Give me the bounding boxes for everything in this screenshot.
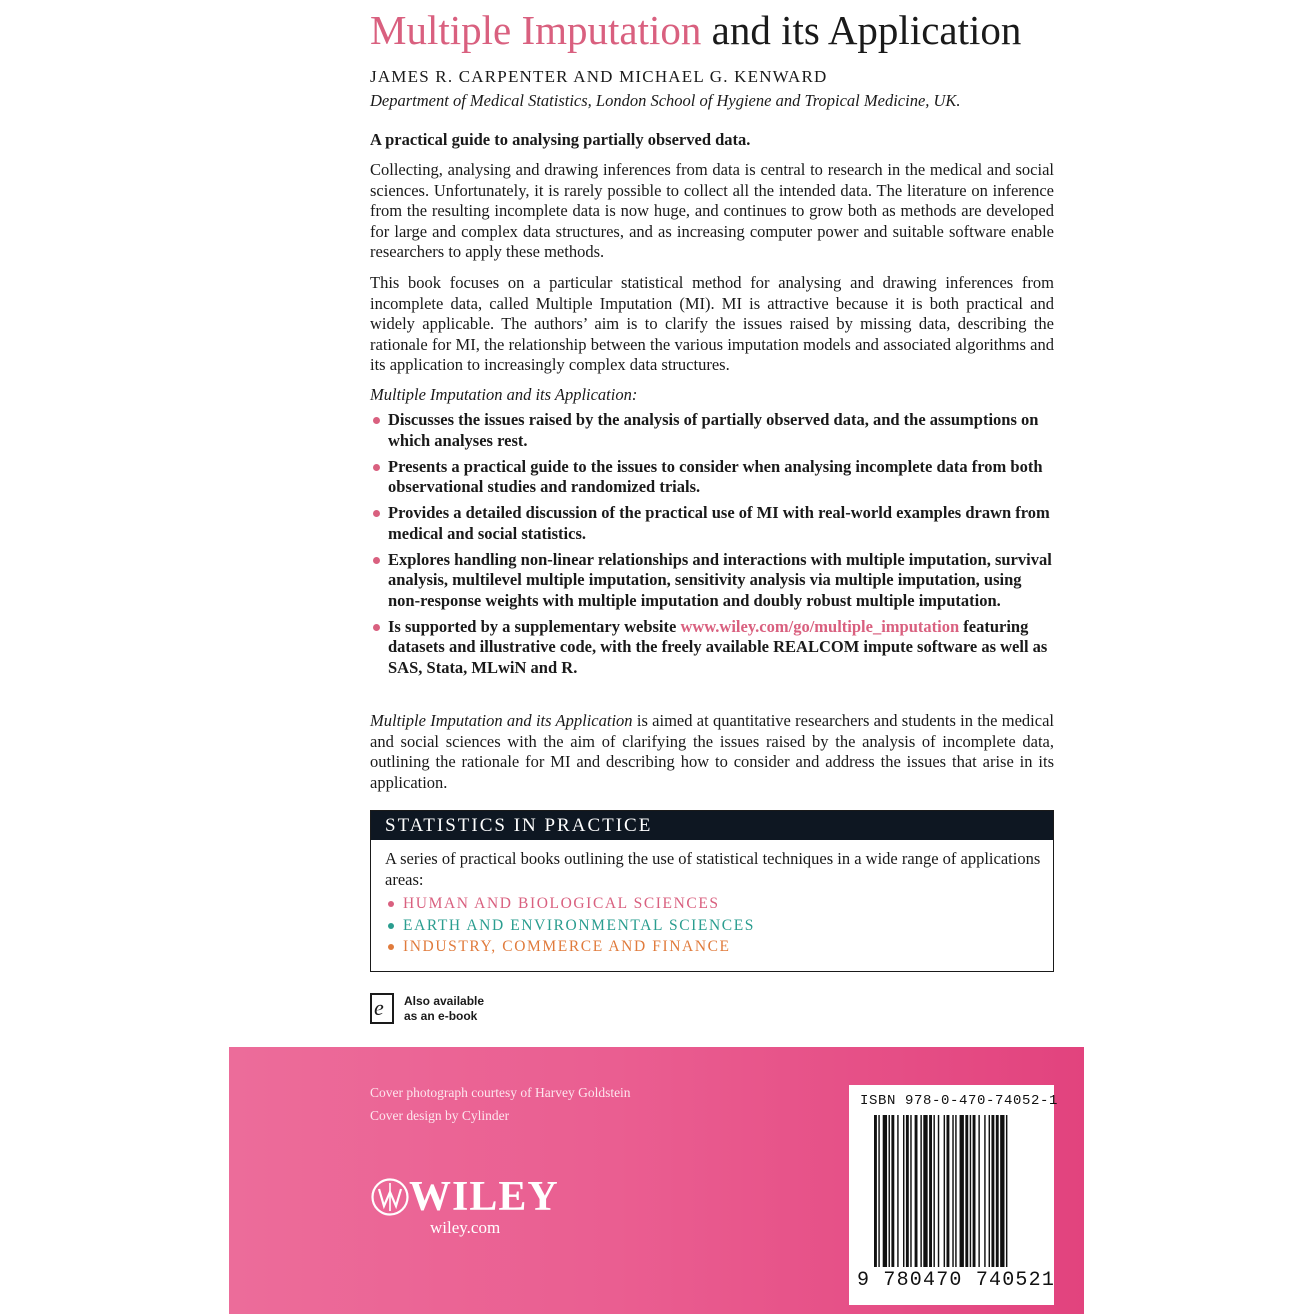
bullets-intro: Multiple Imputation and its Application: — [370, 385, 638, 404]
series-area-label: EARTH AND ENVIRONMENTAL SCIENCES — [403, 916, 755, 934]
wiley-logo-icon — [370, 1177, 410, 1217]
series-area-label: HUMAN AND BIOLOGICAL SCIENCES — [403, 895, 720, 912]
series-area-item — [387, 893, 755, 915]
feature-list — [370, 410, 1054, 684]
paragraph-3 — [370, 711, 1054, 793]
footer-band — [229, 1047, 1084, 1314]
bullet-text: Presents a practical guide to the issues to consider when analysing incomplete data from both observational studies and randomized trials. — [388, 456, 1043, 496]
department: Department of Medical Statistics, London School of Hygiene and Tropical Medicine, UK. — [370, 91, 961, 110]
bullet-text-after: featuring datasets and illustrative code, with the freely available REALCOM impute software as well as SAS, Stata, MLwiN and R. — [388, 616, 1048, 677]
ean-digits: 9 780470 740521 — [857, 1269, 1056, 1292]
bullet-dot-icon — [373, 417, 380, 424]
series-box — [370, 810, 1054, 972]
website-link[interactable]: www.wiley.com/go/multiple_imputation — [680, 616, 960, 636]
series-description: A series of practical books outlining the use of statistical techniques in a wide range of applications areas: — [385, 849, 1041, 889]
series-area-item — [387, 936, 755, 958]
list-item — [370, 503, 1054, 544]
e-book-icon: e — [370, 993, 394, 1024]
list-item — [370, 617, 1054, 679]
bullet-text-before: Is supported by a supplementary website — [388, 616, 681, 636]
book-title-accent: Multiple Imputation — [370, 7, 702, 53]
ebook-line-1: Also available — [404, 994, 485, 1008]
series-heading: STATISTICS IN PRACTICE — [371, 811, 1053, 840]
book-title — [370, 8, 1021, 52]
paragraph-3-title: Multiple Imputation and its Application — [370, 711, 633, 730]
photo-credit: Cover photograph courtesy of Harvey Goldstein — [370, 1085, 631, 1100]
area-dot-icon — [388, 901, 394, 907]
paragraph-2: This book focuses on a particular statistical method for analysing and drawing inferences from incomplete data, called Multiple Imputation (MI). MI is attractive because it is both practical and widely applicable. The authors’ aim is to clarify the issues raised by missing data, describing the rationale for MI, the relationship between the various imputation models and associated algorithms and its application to increasingly complex data structures. — [370, 273, 1054, 374]
bullet-text: Provides a detailed discussion of the practical use of MI with real-world examples drawn from medical and social statistics. — [388, 503, 1050, 543]
book-title-rest: and its Application — [701, 7, 1022, 53]
paragraph-3-text: is aimed at quantitative researchers and students in the medical and social sciences with the aim of clarifying the issues raised by the analysis of incomplete data, outlining the rationale for MI and describing how to consider and address the issues that arise in its application. — [370, 711, 1055, 792]
area-dot-icon — [388, 944, 394, 950]
series-areas — [387, 893, 755, 958]
isbn-text: ISBN 978-0-470-74052-1 — [860, 1093, 1059, 1109]
bullet-dot-icon — [373, 510, 380, 517]
bullet-dot-icon — [373, 557, 380, 564]
area-dot-icon — [388, 923, 394, 929]
bullet-text: Discusses the issues raised by the analysis of partially observed data, and the assumptions on which analyses rest. — [388, 410, 1039, 450]
tagline: A practical guide to analysing partially observed data. — [370, 130, 751, 149]
bullet-dot-icon — [373, 624, 380, 631]
bullet-dot-icon — [373, 464, 380, 471]
publisher-url: wiley.com — [430, 1218, 501, 1237]
ebook-line-2: as an e-book — [404, 1009, 478, 1023]
list-item — [370, 550, 1054, 612]
publisher-name: WILEY — [409, 1174, 559, 1220]
authors: JAMES R. CARPENTER AND MICHAEL G. KENWARD — [370, 67, 828, 86]
list-item — [370, 457, 1054, 498]
list-item — [370, 410, 1054, 451]
series-area-item — [387, 915, 755, 937]
barcode-panel — [849, 1085, 1059, 1305]
bullet-text: Explores handling non-linear relationships and interactions with multiple imputation, survival analysis, multilevel multiple imputation, sensitivity analysis via multiple imputation, using non-response weights with multiple imputation and doubly robust multiple imputation. — [388, 549, 1052, 610]
ebook-note — [404, 994, 484, 1024]
series-area-label: INDUSTRY, COMMERCE AND FINANCE — [403, 938, 731, 955]
barcode-icon — [874, 1115, 1044, 1267]
paragraph-1: Collecting, analysing and drawing inferences from data is central to research in the medical and social sciences. Unfortunately, it is rarely possible to collect all the intended data. The literature on inference from the resulting incomplete data is now huge, and continues to grow both as methods are developed for large and complex data structures, and as increasing computer power and suitable software enable researchers to apply these methods. — [370, 160, 1054, 261]
design-credit: Cover design by Cylinder — [370, 1108, 510, 1123]
